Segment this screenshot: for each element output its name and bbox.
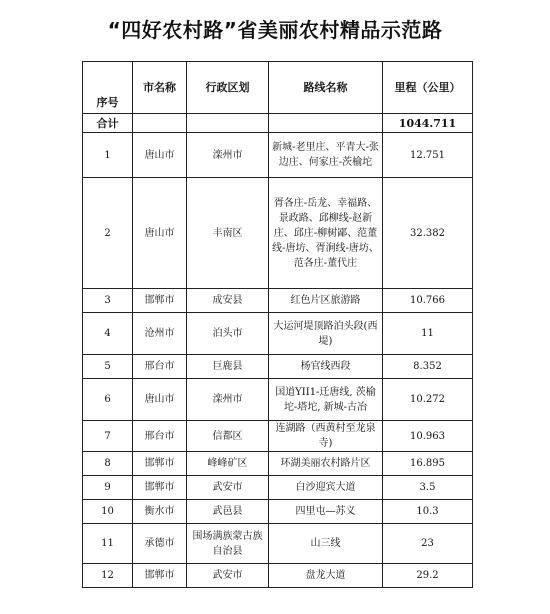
- cell-city: 唐山市: [133, 133, 187, 178]
- cell-road: 杨官线西段: [269, 355, 383, 379]
- table-row: [83, 421, 473, 452]
- cell-district: 峰峰矿区: [187, 452, 269, 476]
- cell-road: 红色片区旅游路: [269, 289, 383, 313]
- cell-road: 新城-老里庄、平青大-张边庄、何家庄-茨榆坨: [269, 133, 383, 178]
- cell-city: 邯郸市: [133, 289, 187, 313]
- header-seq: 序号: [83, 62, 133, 114]
- cell-seq: 2: [83, 178, 133, 289]
- cell-city: 承德市: [133, 524, 187, 564]
- total-empty-cell: [187, 114, 269, 133]
- cell-city: 邢台市: [133, 421, 187, 452]
- cell-length: 23: [383, 524, 473, 564]
- total-empty-cell: [269, 114, 383, 133]
- cell-road: 大运河堤顶路泊头段(西堤): [269, 313, 383, 355]
- page-title: “四好农村路”省美丽农村精品示范路: [107, 18, 443, 42]
- cell-length: 10.272: [383, 379, 473, 421]
- table-row: [83, 133, 473, 178]
- cell-district: 滦州市: [187, 379, 269, 421]
- cell-district: 丰南区: [187, 178, 269, 289]
- cell-city: 邢台市: [133, 355, 187, 379]
- cell-district: 武安市: [187, 476, 269, 500]
- table-row: [83, 500, 473, 524]
- cell-road: 四里屯—苏义: [269, 500, 383, 524]
- cell-length: 32.382: [383, 178, 473, 289]
- cell-road: 白沙迎宾大道: [269, 476, 383, 500]
- cell-length: 3.5: [383, 476, 473, 500]
- cell-city: 邯郸市: [133, 476, 187, 500]
- cell-length: 16.895: [383, 452, 473, 476]
- table-row: [83, 452, 473, 476]
- cell-district: 巨鹿县: [187, 355, 269, 379]
- cell-district: 成安县: [187, 289, 269, 313]
- header-road: 路线名称: [269, 62, 383, 114]
- road-table: [82, 61, 473, 588]
- cell-road: 山三线: [269, 524, 383, 564]
- cell-seq: 9: [83, 476, 133, 500]
- cell-seq: 3: [83, 289, 133, 313]
- cell-seq: 11: [83, 524, 133, 564]
- cell-road: 连湖路（西黄村至龙泉寺): [269, 421, 383, 452]
- cell-district: 围场满族蒙古族自治县: [187, 524, 269, 564]
- cell-city: 唐山市: [133, 379, 187, 421]
- cell-length: 10.766: [383, 289, 473, 313]
- header-city: 市名称: [133, 62, 187, 114]
- table-row: [83, 564, 473, 588]
- cell-length: 29.2: [383, 564, 473, 588]
- cell-district: 信都区: [187, 421, 269, 452]
- cell-length: 10.963: [383, 421, 473, 452]
- cell-seq: 4: [83, 313, 133, 355]
- header-district: 行政区划: [187, 62, 269, 114]
- cell-city: 衡水市: [133, 500, 187, 524]
- cell-road: 国道YII1-迁唐线, 茨榆坨-塔坨, 新城-古冶: [269, 379, 383, 421]
- cell-length: 10.3: [383, 500, 473, 524]
- cell-length: 12.751: [383, 133, 473, 178]
- table-row: [83, 379, 473, 421]
- cell-district: 武邑县: [187, 500, 269, 524]
- table-row: [83, 476, 473, 500]
- total-value: 1044.711: [383, 114, 473, 133]
- table-row: [83, 524, 473, 564]
- cell-seq: 6: [83, 379, 133, 421]
- cell-road: 盘龙大道: [269, 564, 383, 588]
- cell-seq: 5: [83, 355, 133, 379]
- cell-city: 唐山市: [133, 178, 187, 289]
- cell-city: 邯郸市: [133, 564, 187, 588]
- cell-city: 沧州市: [133, 313, 187, 355]
- table-row: [83, 355, 473, 379]
- cell-seq: 7: [83, 421, 133, 452]
- cell-length: 8.352: [383, 355, 473, 379]
- cell-seq: 10: [83, 500, 133, 524]
- header-length: 里程（公里）: [383, 62, 473, 114]
- total-empty-cell: [133, 114, 187, 133]
- cell-district: 武安市: [187, 564, 269, 588]
- table-row: [83, 289, 473, 313]
- table-row: [83, 178, 473, 289]
- cell-seq: 12: [83, 564, 133, 588]
- table-header-row: [83, 62, 473, 114]
- cell-district: 泊头市: [187, 313, 269, 355]
- cell-seq: 1: [83, 133, 133, 178]
- cell-length: 11: [383, 313, 473, 355]
- cell-road: 环湖美丽农村路片区: [269, 452, 383, 476]
- cell-city: 邯郸市: [133, 452, 187, 476]
- table-row: [83, 313, 473, 355]
- total-label: 合计: [83, 114, 133, 133]
- cell-district: 滦州市: [187, 133, 269, 178]
- cell-seq: 8: [83, 452, 133, 476]
- total-row: [83, 114, 473, 133]
- cell-road: 胥各庄-岳龙、幸福路、景政路、邱柳线-赵新庄、邱庄-柳树鄙、范董线-唐坊、胥涧线-唐坊、范各庄-董代庄: [269, 178, 383, 289]
